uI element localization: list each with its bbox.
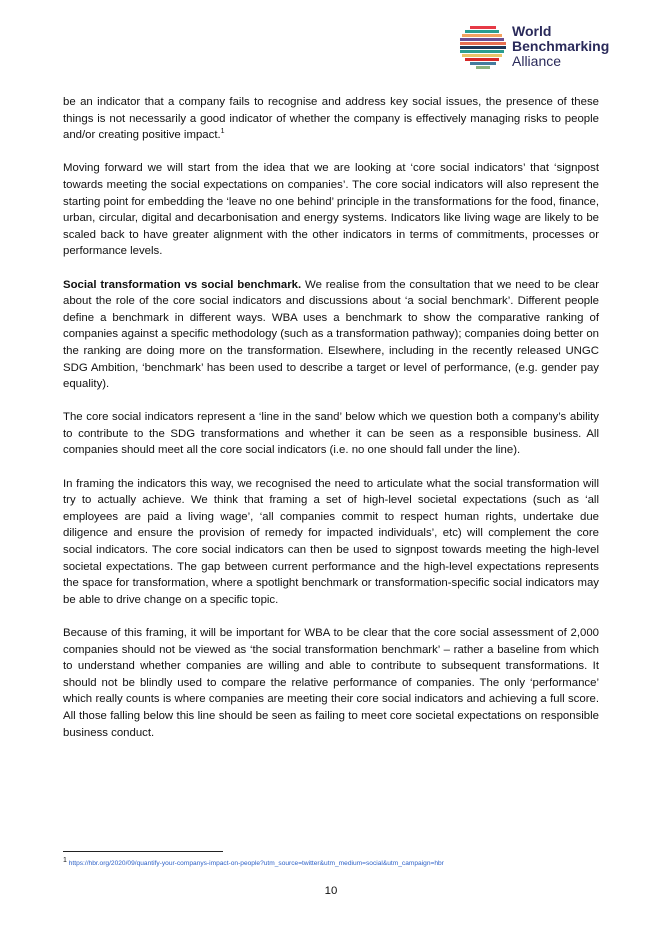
paragraph-2 (63, 160, 599, 260)
footnote-ref[interactable]: 1 (220, 128, 225, 136)
logo-line-1: World (512, 23, 552, 39)
logo-wordmark (512, 24, 609, 69)
page-number: 10 (324, 885, 338, 897)
paragraph-text: Because of this framing, it will be important for WBA to be clear that the core social assessment of 2,000 companies should not be viewed as ‘the social transformation benchmark’ – rather a baseline from which to understand whether companies are willing and able to contribute to subsequent transformations. It should not be blindly used to compare the relative performance of companies. The only ‘performance’ which really counts is where companies are meeting their core social indicators and achieving a full score. All those falling below this line should be seen as failing to meet core societal expectations on responsible business conduct. (63, 627, 599, 739)
footnote-separator (63, 851, 223, 852)
paragraph-text: Moving forward we will start from the idea that we are looking at ‘core social indicators’ that ‘signpost towards meeting the social expectations on companies’. The core social indicators will also represent the starting point for embedding the ‘leave no one behind’ principle in the transformations for the food, finance, urban, circular, digital and decarbonisation and energy systems. Indicators like living wage are likely to be scaled back to have greater alignment with the other indicators in terms of commitments, processes or performance levels. (63, 162, 599, 258)
paragraph-5 (63, 476, 599, 609)
paragraph-4 (63, 409, 599, 459)
paragraph-text: be an indicator that a company fails to recognise and address key social issues, the presence of these things is not necessarily a good indicator of whether the company is effectively managing risks to people and/or creating positive impact. (63, 96, 599, 142)
footnote-link[interactable]: https://hbr.org/2020/09/quantify-your-companys-impact-on-people?utm_source=twitter&utm_medium=social&utm_campaign=hbr (68, 860, 444, 867)
wba-logo (460, 24, 640, 74)
paragraph-3 (63, 277, 599, 393)
paragraph-1 (63, 94, 599, 144)
paragraph-6 (63, 625, 599, 741)
paragraph-text: In framing the indicators this way, we recognised the need to articulate what the social transformation will try to actually achieve. We think that framing a set of high-level societal expectations (such as ‘all employees are paid a living wage’, ‘all companies commit to respect human rights, undertake due diligence and ensure the provision of remedy for impacted individuals’, etc) will complement the core social indicators. The core social indicators can then be used to signpost towards meeting the high-level societal expectations. The gap between current performance and the high-level expectations represents the space for transformation, where a spotlight benchmark or transformation-specific social indicators may be able to drive change on a specific topic. (63, 477, 599, 606)
paragraph-text: The core social indicators represent a ‘line in the sand’ below which we question both a company’s ability to contribute to the SDG transformations and whether it can be seen as a responsible business. All companies should meet all the core social indicators (i.e. no one should fall under the line). (63, 411, 599, 457)
footnote-number: 1 (63, 856, 67, 864)
logo-line-3: Alliance (512, 53, 562, 69)
footnote (63, 856, 444, 867)
paragraph-heading: Social transformation vs social benchmark. (63, 278, 302, 291)
wba-logo-icon (460, 24, 508, 70)
document-body (63, 94, 599, 741)
paragraph-text: We realise from the consultation that we need to be clear about the role of the core social indicators and discussions about ‘a social benchmark’. Different people define a benchmark in different ways. WBA uses a benchmark to show the comparative ranking of companies against a specific methodology (such as a transformation pathway); companies doing better on the ranking are doing more on the transformation. Elsewhere, including in the recently released UNGC SDG Ambition, ‘benchmark’ has been used to describe a target or level of performance, (e.g. gender pay equality). (63, 278, 599, 391)
logo-line-2: Benchmarking (512, 38, 610, 54)
